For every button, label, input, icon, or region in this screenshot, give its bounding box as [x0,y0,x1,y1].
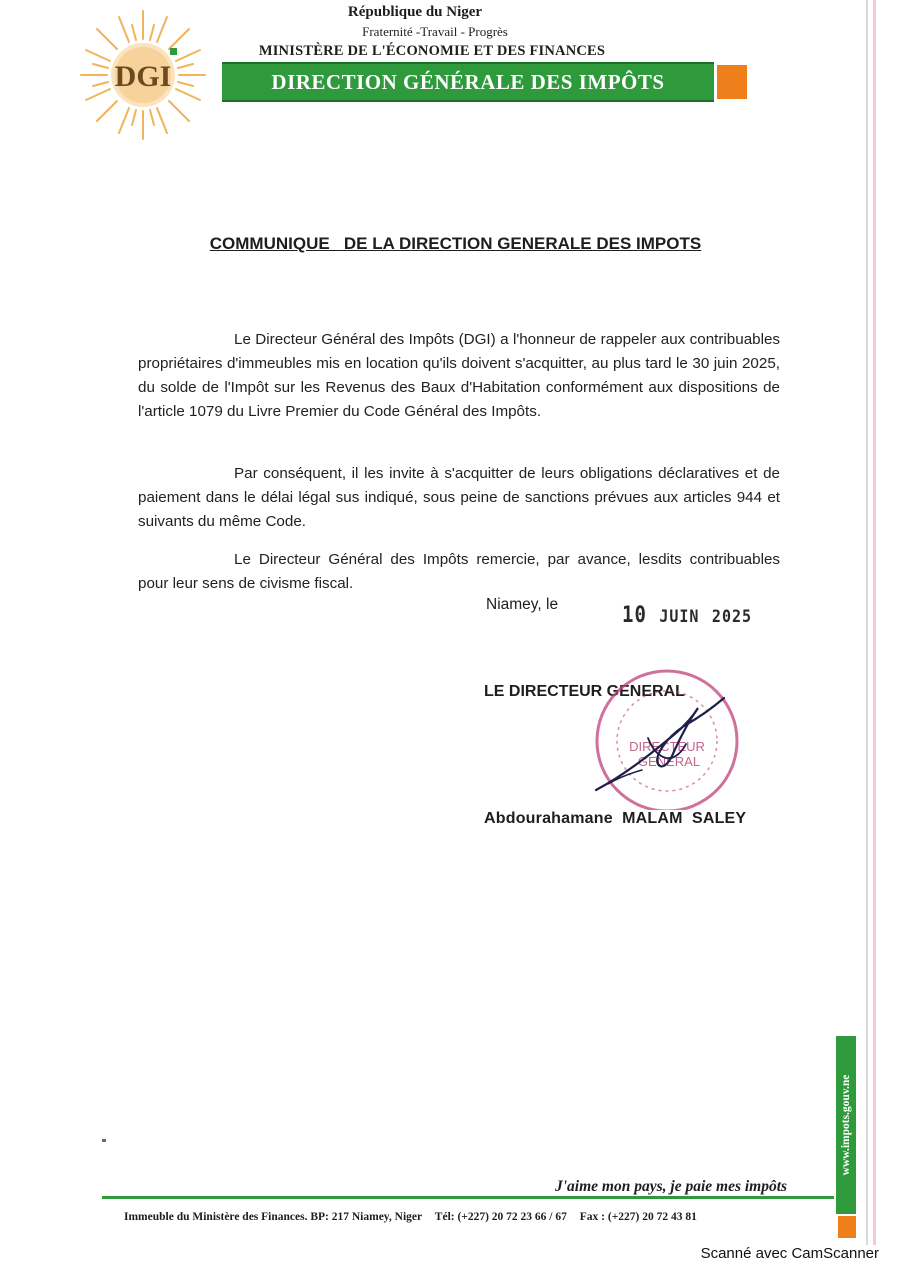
banner-accent [717,65,747,99]
signer-name: Abdourahamane MALAM SALEY [484,810,747,827]
page-edge [866,0,868,1245]
communique-title: COMMUNIQUE DE LA DIRECTION GENERALE DES IMPOTS [209,234,702,253]
date-stamp [622,602,752,627]
date-day: 10 [622,602,647,628]
ministry-heading: MINISTÈRE DE L'ÉCONOMIE ET DES FINANCES [258,43,606,59]
national-motto: Fraternité -Travail - Progrès [362,24,508,39]
logo-text: DGI [114,60,172,93]
handwritten-signature [588,678,738,803]
page-edge-tint [873,0,876,1245]
stamp-text-2: GENERAL [637,754,701,769]
scanner-watermark: Scanné avec CamScanner [700,1245,879,1262]
signer-title: LE DIRECTEUR GENERAL [484,683,685,700]
paragraph-3: Le Directeur Général des Impôts remercie, par avance, lesdits contribuables pour leur sens de civisme fiscal. [138,551,780,592]
place-label: Niamey, le [486,596,559,613]
footer-rule [102,1196,834,1199]
stamp-text-1: DIRECTEUR [629,739,705,754]
paragraph-1: Le Directeur Général des Impôts (DGI) a l'honneur de rappeler aux contribuables propriétaires d'immeubles mis en location qu'ils doivent s'acquitter, au plus tard le 30 juin 2025, du solde de l'Impôt sur les Revenus des Baux d'Habitation conformément aux dispositions de l'article 1079 du Livre Premier du Code Général des Impôts. [138,331,780,420]
direction-banner: DIRECTION GÉNÉRALE DES IMPÔTS [222,62,714,102]
republic-heading: République du Niger [347,4,483,20]
paragraph-2: Par conséquent, il les invite à s'acquitter de leurs obligations déclaratives et de paiement dans le délai légal sus indiqué, sous peine de sanctions prévues aux articles 944 et suivants du même Code. [138,465,780,530]
footer-address: Immeuble du Ministère des Finances. BP: 217 Niamey, Niger [124,1211,423,1223]
margin-mark [102,1139,106,1142]
website-text: www.impots.gouv.ne [840,1074,852,1176]
footer-fax: Fax : (+227) 20 72 43 81 [579,1211,697,1223]
footer-phone: Tél: (+227) 20 72 23 66 / 67 [434,1211,567,1223]
footer-accent [838,1216,856,1238]
dgi-logo [78,8,208,142]
footer-contact [124,1211,814,1223]
date-month: JUIN [659,605,700,627]
date-year: 2025 [711,605,753,627]
footer-slogan: J'aime mon pays, je paie mes impôts [555,1178,788,1195]
